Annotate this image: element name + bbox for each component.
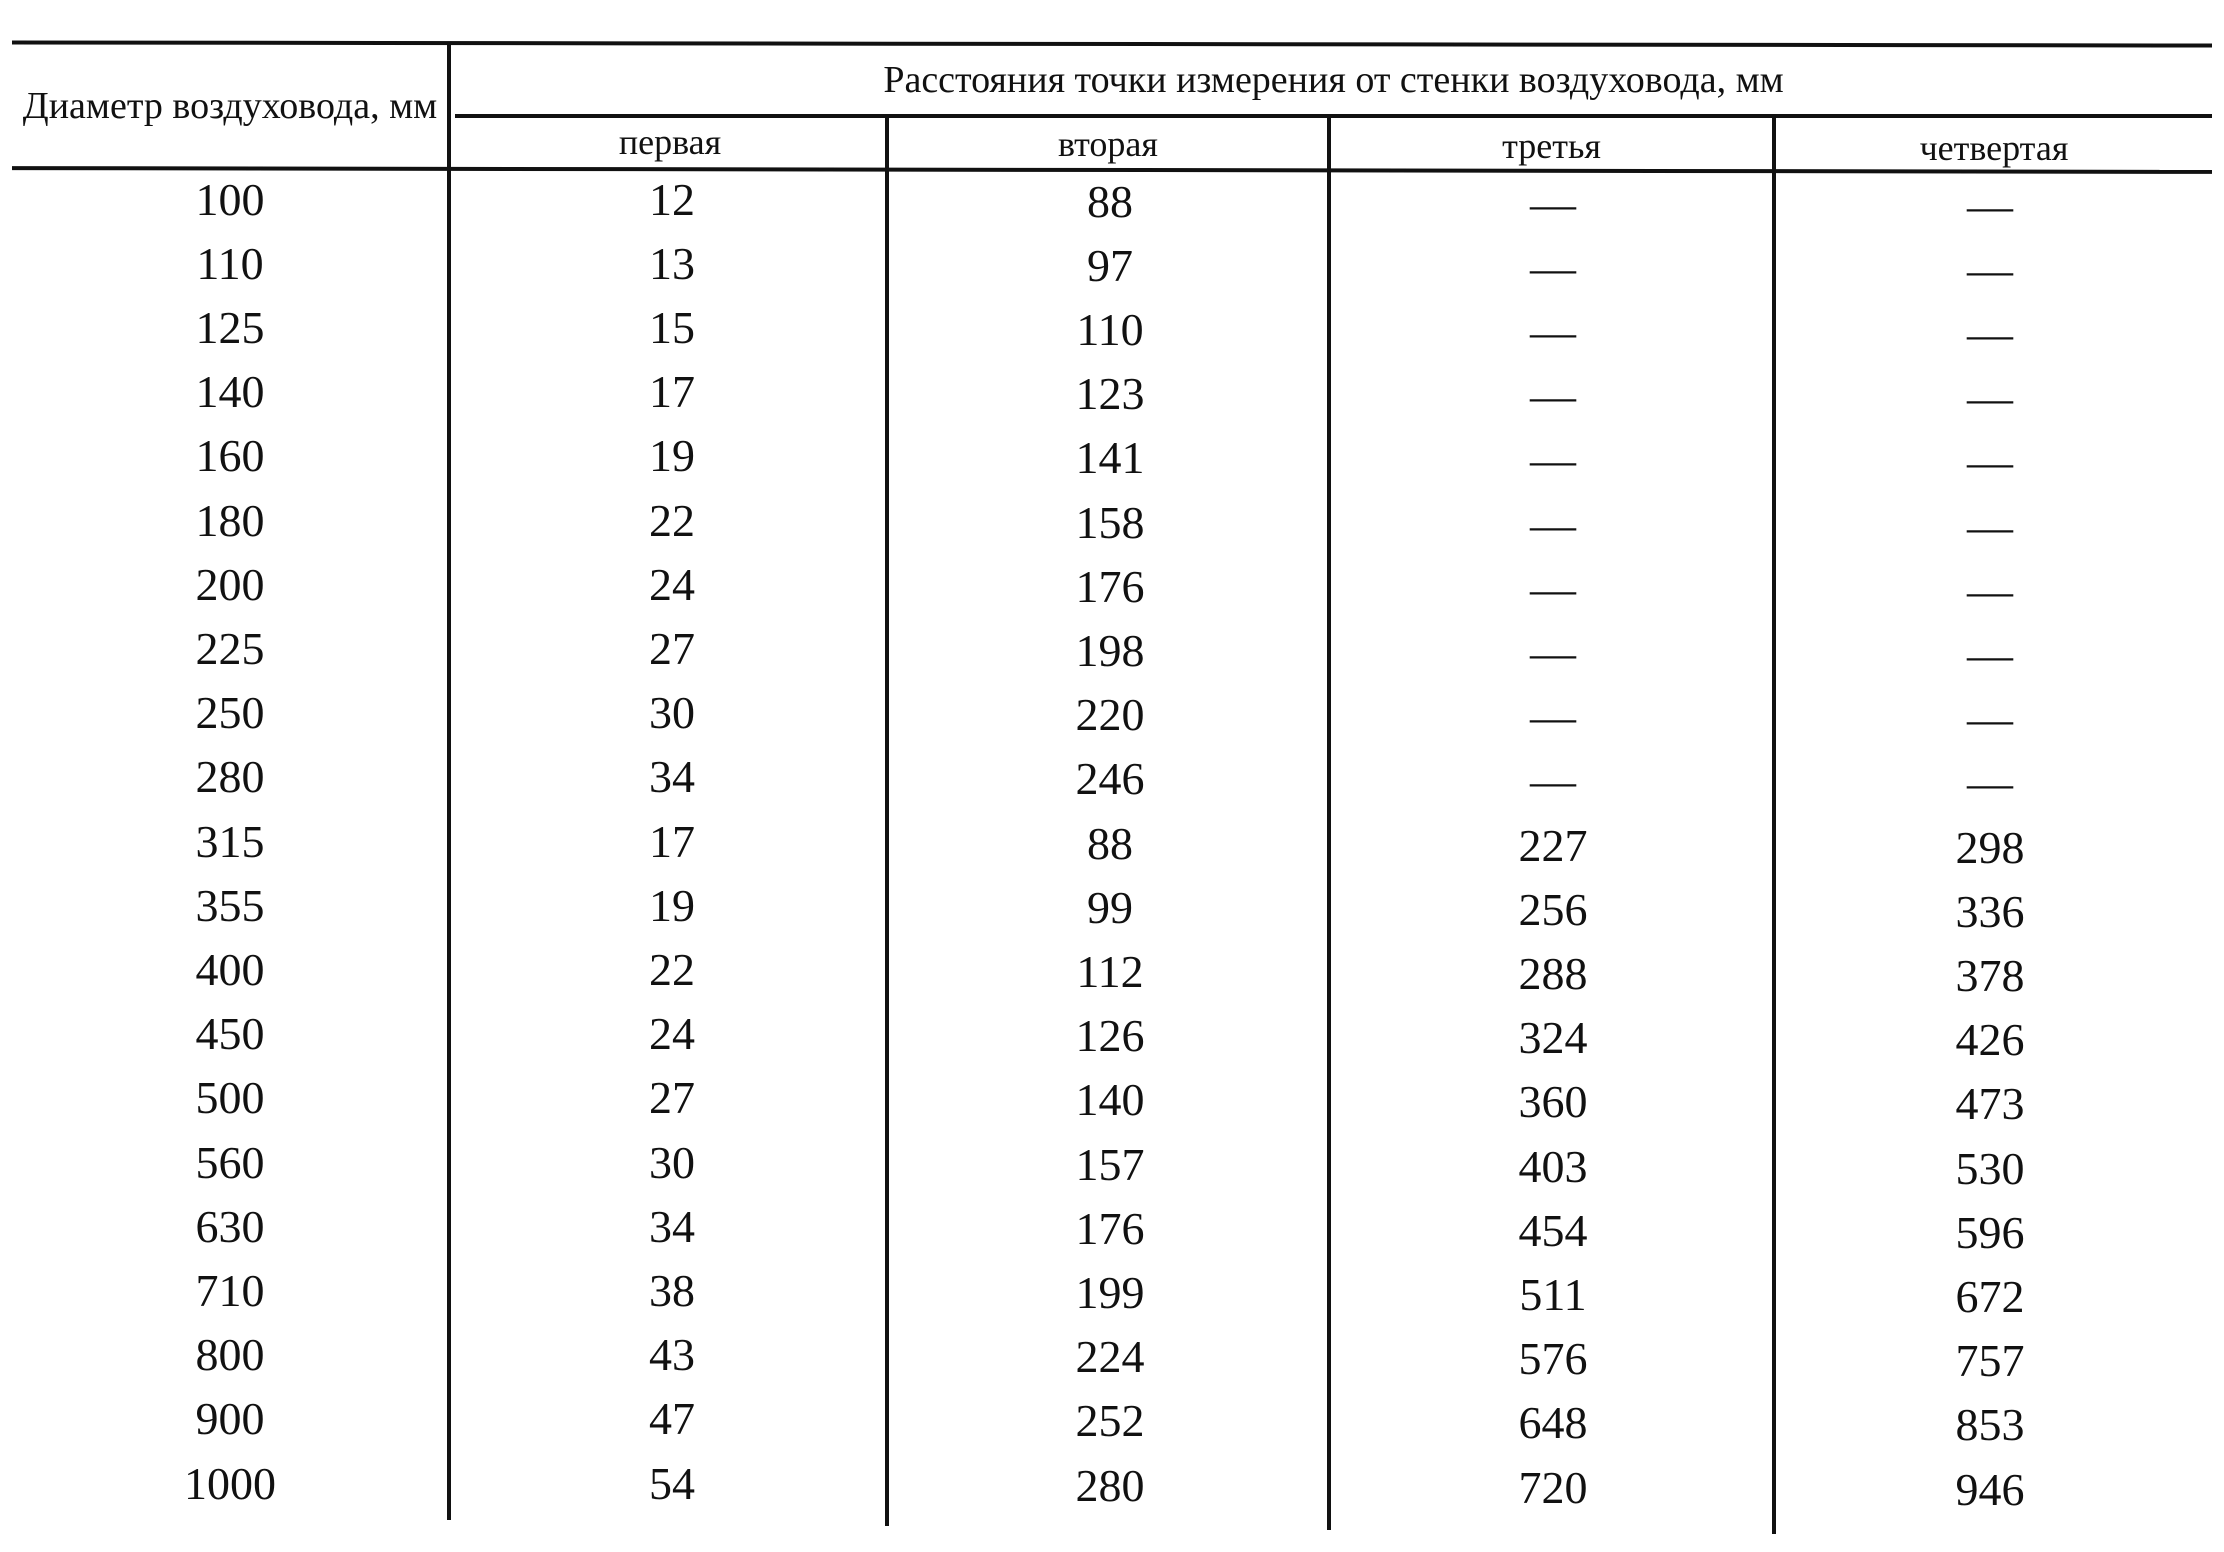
distance-cell: 157: [1075, 1138, 1145, 1190]
distance-cell: 246: [1075, 753, 1145, 805]
distance-cell: —: [1967, 243, 2013, 295]
distance-cell: 336: [1955, 885, 2025, 937]
diameter-cell: 100: [195, 173, 265, 225]
distance-cell: 946: [1955, 1463, 2025, 1515]
distance-cell: —: [1530, 305, 1576, 357]
distance-cell: 596: [1955, 1206, 2025, 1258]
subheader-second: вторая: [1058, 124, 1158, 164]
diameter-cell: 225: [195, 622, 265, 674]
diameter-cell: 250: [195, 687, 265, 739]
distance-cell: 140: [1075, 1074, 1145, 1126]
distance-cell: 27: [649, 622, 695, 674]
distance-cell: 530: [1955, 1142, 2025, 1194]
distance-cell: 853: [1955, 1399, 2025, 1451]
distance-cell: —: [1530, 370, 1576, 422]
subheader-first: первая: [618, 122, 722, 162]
distance-cell: —: [1530, 241, 1576, 293]
distance-cell: 220: [1075, 689, 1145, 741]
distance-cell: 30: [649, 687, 695, 739]
distance-cell: 141: [1075, 432, 1145, 484]
distance-cell: 19: [649, 879, 695, 931]
distance-cell: 99: [1087, 881, 1133, 933]
distance-cell: 88: [1087, 817, 1133, 869]
subheader-third: третья: [1502, 126, 1601, 166]
distance-cell: 288: [1518, 947, 1588, 999]
distance-cell: 324: [1518, 1012, 1588, 1064]
distance-cell: 97: [1087, 239, 1133, 291]
distance-cell: 15: [649, 301, 695, 353]
distance-cell: 126: [1075, 1010, 1145, 1062]
distance-cell: 22: [649, 943, 695, 995]
distance-cell: 34: [649, 751, 695, 803]
col-divider-4: [1772, 118, 1776, 1534]
distance-cell: 256: [1518, 883, 1588, 935]
distance-cell: 43: [649, 1329, 695, 1381]
distance-cell: 24: [649, 558, 695, 610]
diameter-cell: 125: [195, 301, 265, 353]
distance-cell: 27: [649, 1072, 695, 1124]
distance-cell: —: [1530, 755, 1576, 807]
diameter-cell: 110: [196, 237, 264, 289]
distance-cell: 13: [649, 237, 695, 289]
distance-cell: 47: [649, 1393, 695, 1445]
distance-cell: 511: [1519, 1268, 1587, 1320]
distance-cell: 252: [1075, 1395, 1145, 1447]
diameter-cell: 630: [195, 1200, 265, 1252]
subheader-fourth: четвертая: [1919, 128, 2069, 168]
distance-cell: 403: [1518, 1140, 1588, 1192]
distance-cell: 198: [1075, 624, 1145, 676]
distance-cell: 426: [1955, 1014, 2025, 1066]
diameter-cell: 280: [195, 751, 265, 803]
distance-cell: 110: [1076, 303, 1144, 355]
distance-cell: —: [1967, 179, 2013, 231]
diameter-cell: 450: [195, 1008, 265, 1060]
distance-cell: 672: [1955, 1270, 2025, 1322]
distance-cell: 576: [1518, 1333, 1588, 1385]
distance-cell: 473: [1955, 1078, 2025, 1130]
distance-cell: 454: [1518, 1204, 1588, 1256]
distance-cell: —: [1530, 626, 1576, 678]
distance-cell: 12: [649, 173, 695, 225]
diameter-cell: 500: [195, 1072, 265, 1124]
distance-cell: —: [1530, 434, 1576, 486]
distance-cell: 22: [649, 494, 695, 546]
col-divider-2: [885, 114, 889, 1526]
table-top-rule: [12, 40, 2212, 47]
distance-cell: —: [1967, 757, 2013, 809]
distance-cell: 360: [1518, 1076, 1588, 1128]
distance-cell: 38: [649, 1264, 695, 1316]
distance-cell: —: [1967, 628, 2013, 680]
distance-cell: 24: [649, 1008, 695, 1060]
diameter-cell: 900: [195, 1393, 265, 1445]
distance-cell: —: [1967, 372, 2013, 424]
distance-cell: 19: [649, 430, 695, 482]
distance-cell: 720: [1518, 1461, 1588, 1513]
distance-cell: 34: [649, 1200, 695, 1252]
diameter-cell: 1000: [184, 1457, 276, 1509]
distance-cell: 199: [1075, 1266, 1145, 1318]
distance-cell: —: [1967, 693, 2013, 745]
distance-cell: —: [1967, 564, 2013, 616]
diameter-cell: 355: [195, 879, 265, 931]
diameter-cell: 200: [195, 558, 265, 610]
distance-cell: —: [1967, 500, 2013, 552]
distance-cell: —: [1530, 498, 1576, 550]
diameter-cell: 315: [195, 815, 265, 867]
diameter-cell: 400: [195, 943, 265, 995]
diameter-cell: 160: [195, 430, 265, 482]
diameter-cell: 710: [195, 1264, 265, 1316]
distance-cell: 224: [1075, 1331, 1145, 1383]
distance-cell: 17: [649, 366, 695, 418]
distance-cell: 158: [1075, 496, 1145, 548]
col-divider-3: [1327, 116, 1331, 1530]
diameter-cell: 800: [195, 1329, 265, 1381]
diameter-cell: 560: [195, 1136, 265, 1188]
distance-cell: 54: [649, 1457, 695, 1509]
distance-cell: —: [1530, 691, 1576, 743]
diameter-cell: 180: [195, 494, 265, 546]
distance-cell: 378: [1955, 949, 2025, 1001]
distance-cell: 30: [649, 1136, 695, 1188]
header-diameter: Диаметр воздуховода, мм: [22, 85, 438, 127]
col-divider-1: [447, 42, 451, 1520]
distance-cell: 176: [1075, 1202, 1145, 1254]
distance-cell: 298: [1955, 821, 2025, 873]
distance-cell: 227: [1518, 819, 1588, 871]
distance-cell: 757: [1955, 1335, 2025, 1387]
distance-cell: 112: [1076, 945, 1144, 997]
distance-cell: 176: [1075, 560, 1145, 612]
distance-cell: —: [1967, 307, 2013, 359]
diameter-cell: 140: [195, 366, 265, 418]
distance-cell: —: [1530, 177, 1576, 229]
distance-cell: 88: [1087, 175, 1133, 227]
distance-cell: 123: [1075, 368, 1145, 420]
header-distances-group: Расстояния точки измерения от стенки воздуховода, мм: [883, 59, 1784, 101]
distance-cell: —: [1530, 562, 1576, 614]
distance-cell: 648: [1518, 1397, 1588, 1449]
distance-cell: 17: [649, 815, 695, 867]
distance-cell: 280: [1075, 1459, 1145, 1511]
distance-cell: —: [1967, 436, 2013, 488]
